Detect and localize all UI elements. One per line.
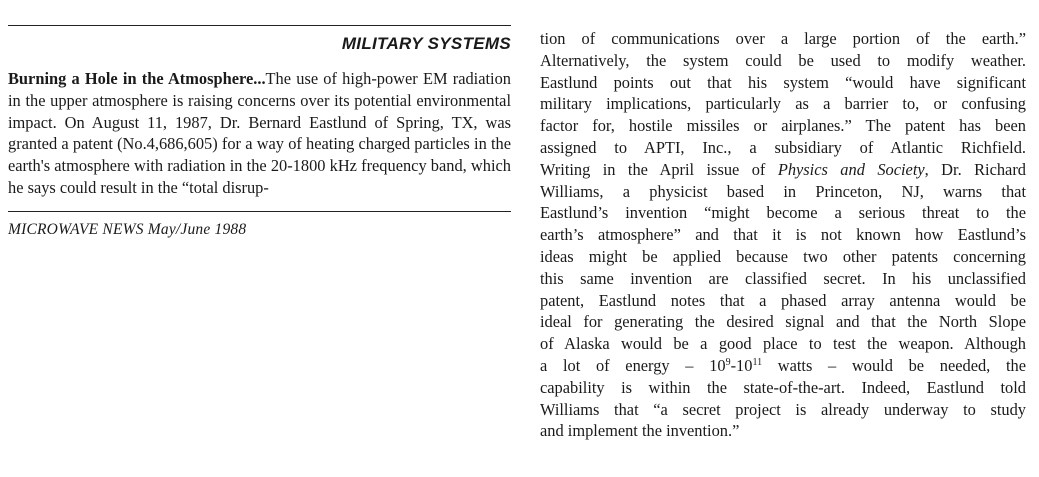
energy-exponent: 9 [725, 356, 731, 368]
article-line: patent, Eastlund notes that a phased array antenna would be [540, 290, 1026, 310]
source-citation: MICROWAVE NEWS May/June 1988 [8, 220, 247, 238]
energy-exponent: 11 [752, 356, 763, 368]
energy-base: 10 [709, 355, 726, 375]
article-line: military implications, particularly as a barrier to, or confusing [540, 94, 1026, 114]
article-line: Eastlund points out that his system “would have significant [540, 72, 1026, 92]
article-line: this same invention are classified secret. In his unclassified [540, 268, 1026, 288]
article-line-energy [540, 355, 1026, 377]
bottom-rule [8, 211, 511, 212]
energy-base: -10 [730, 355, 753, 375]
article-headline: Burning a Hole in the Atmosphere... [8, 69, 266, 88]
line-text: watts – would be needed, the [762, 355, 1026, 375]
article-line: Williams that “a secret project is already underway to study [540, 399, 1026, 419]
article-line: of Alaska would be a good place to test the weapon. Although [540, 334, 1026, 354]
article-line-with-journal [540, 159, 1026, 181]
left-column [8, 25, 511, 239]
top-rule [8, 25, 511, 26]
article-line: ideas might be applied because two other patents concerning [540, 246, 1026, 266]
article-line: assigned to APTI, Inc., a subsidiary of Atlantic Richfield. [540, 137, 1026, 157]
article-line-last: and implement the invention.” [540, 421, 740, 441]
right-column [540, 28, 1026, 442]
line-text: a lot of energy – [540, 355, 710, 375]
line-text: Writing in the April issue of [540, 159, 766, 179]
article-line: ideal for generating the desired signal and that the North Slope [540, 312, 1026, 332]
journal-title: Physics and Society [777, 159, 925, 179]
article-line: Alternatively, the system could be used to modify weather. [540, 50, 1026, 70]
line-text: , Dr. Richard [924, 159, 1026, 179]
article-line: capability is within the state-of-the-art. Indeed, Eastlund told [540, 377, 1026, 397]
article-line: Eastlund’s invention “might become a serious threat to the [540, 203, 1026, 223]
article-line: factor for, hostile missiles or airplanes.” The patent has been [540, 116, 1026, 136]
article-body-left: The use of high-power EM radiation in the upper atmosphere is raising concerns over its potential environmental impact. On August 11, 1987, Dr. Bernard Eastlund of Spring, TX, was granted a patent (No.4,686,605) for a way of heating charged particles in the earth's atmosphere with radiation in the 20-1800 kHz frequency band, which he says could result in the “total disrup- [8, 69, 512, 197]
article-line: earth’s atmosphere” and that it is not known how Eastlund’s [540, 225, 1026, 245]
article-left-text [8, 68, 511, 199]
article-line: Williams, a physicist based in Princeton, NJ, warns that [540, 181, 1026, 201]
article-line: tion of communications over a large portion of the earth.” [540, 29, 1026, 48]
section-heading: MILITARY SYSTEMS [341, 34, 511, 53]
